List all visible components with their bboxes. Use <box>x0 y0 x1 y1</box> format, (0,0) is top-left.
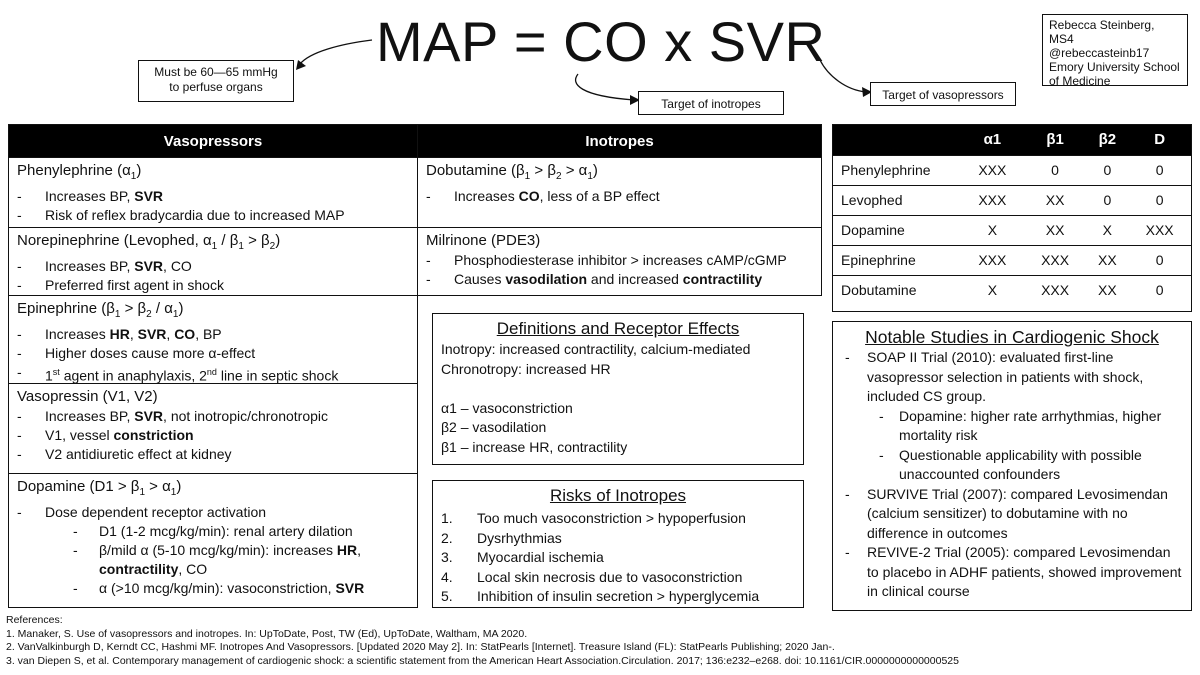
reference-item: 3. van Diepen S, et al. Contemporary management of cardiogenic shock: a scientific statement from the American Heart Association.Circulation. 2017; 136:e232–e268. doi: 10.1161/CIR.0000000000000525 <box>6 654 959 667</box>
table-cell: 0 <box>1128 155 1191 185</box>
column-header <box>833 125 961 155</box>
dobutamine-section <box>418 157 821 227</box>
risks-list <box>441 509 795 607</box>
list-item: 2. Dysrhythmias <box>441 529 562 546</box>
list-item: - V2 antidiuretic effect at kidney <box>17 445 411 464</box>
list-item: - 1st agent in anaphylaxis, 2nd line in septic shock <box>17 363 411 386</box>
table-header-row <box>833 125 1191 155</box>
table-cell: XXX <box>1024 275 1087 305</box>
risks-box <box>432 480 804 608</box>
table-cell: XXX <box>961 155 1024 185</box>
table-cell: 0 <box>1128 275 1191 305</box>
author-name: Rebecca Steinberg, MS4 <box>1049 18 1155 46</box>
list-item: - Phosphodiesterase inhibitor > increases cAMP/cGMP <box>426 251 815 270</box>
vasopressors-header: Vasopressors <box>9 125 417 157</box>
studies-list <box>839 348 1185 602</box>
table-row <box>833 215 1191 245</box>
definitions-line: Chronotropy: increased HR <box>441 360 611 377</box>
column-header: β2 <box>1086 125 1128 155</box>
vasopressors-panel <box>8 124 418 608</box>
table-cell: Phenylephrine <box>833 155 961 185</box>
milrinone-section <box>418 227 821 295</box>
column-header: D <box>1128 125 1191 155</box>
reference-item: 2. VanValkinburgh D, Kerndt CC, Hashmi MF. Inotropes And Vasopressors. [Updated 2020 May 2]. In: StatPearls [Internet]. Treasure Island (FL): StatPearls Publishing; 2020 Jan-. <box>6 641 835 653</box>
studies-title: Notable Studies in Cardiogenic Shock <box>865 327 1159 347</box>
list-item: - α (>10 mcg/kg/min): vasoconstriction, SVR <box>73 579 411 598</box>
list-item: - REVIVE-2 Trial (2005): compared Levosimendan to placebo in ADHF patients, showed improvement in clinical course <box>839 543 1185 602</box>
list-item: - D1 (1-2 mcg/kg/min): renal artery dilation <box>73 522 411 541</box>
definitions-line: Inotropy: increased contractility, calcium-mediated <box>441 341 751 357</box>
vasopressin-section <box>9 383 417 473</box>
list-item: 5. Inhibition of insulin secretion > hyperglycemia <box>441 588 760 604</box>
co-note-text: Target of inotropes <box>661 97 761 111</box>
svr-note-text: Target of vasopressors <box>882 88 1004 102</box>
reference-item: 1. Manaker, S. Use of vasopressors and inotropes. In: UpToDate, Post, TW (Ed), UpToDate, Waltham, MA 2020. <box>6 627 528 640</box>
norepinephrine-title: Norepinephrine (Levophed, $\alpha_1 / \beta_1 > \beta_2$) <box>17 232 281 252</box>
table-cell: Dobutamine <box>833 275 961 305</box>
map-note-text: Must be 60—65 mmHg to perfuse organs <box>154 65 278 94</box>
table-cell: 0 <box>1024 155 1087 185</box>
formula-title: MAP = CO x SVR <box>376 10 826 73</box>
definitions-line: β1 – increase HR, contractility <box>441 438 628 455</box>
author-school: Emory University School <box>1049 60 1180 74</box>
list-item: - Higher doses cause more α-effect <box>17 344 411 363</box>
vasopressin-title: Vasopressin (V1, V2) <box>17 388 158 405</box>
epinephrine-title: Epinephrine $(\beta_1 > \beta_2 / \alpha_1)$ <box>17 300 184 320</box>
co-note-box <box>638 91 784 115</box>
table-cell: XXX <box>961 185 1024 215</box>
list-item: - Causes vasodilation and increased contractility <box>426 270 815 289</box>
list-item: - Increases BP, SVR, CO <box>17 257 411 276</box>
table-cell: XX <box>1086 245 1128 275</box>
table-cell: 0 <box>1128 245 1191 275</box>
list-item: - Increases BP, SVR, not inotropic/chronotropic <box>17 407 411 426</box>
list-item: - Increases HR, SVR, CO, BP <box>17 325 411 344</box>
table-cell: X <box>961 215 1024 245</box>
table-cell: 0 <box>1128 185 1191 215</box>
list-item: - Risk of reflex bradycardia due to increased MAP <box>17 206 411 225</box>
studies-box <box>832 321 1192 611</box>
table-cell: Epinephrine <box>833 245 961 275</box>
map-note-box <box>138 60 294 102</box>
table-cell: X <box>961 275 1024 305</box>
list-item: 4. Local skin necrosis due to vasoconstriction <box>441 568 743 585</box>
author-school-2: of Medicine <box>1049 74 1111 88</box>
list-item: - Dopamine: higher rate arrhythmias, higher mortality risk <box>839 407 1185 446</box>
table-cell: XXX <box>1128 215 1191 245</box>
inotropes-panel <box>417 124 822 296</box>
table-cell: XXX <box>1024 245 1087 275</box>
definitions-line: β2 – vasodilation <box>441 419 547 435</box>
list-item: 1. Too much vasoconstriction > hypoperfusion <box>441 510 746 526</box>
list-item: - SOAP II Trial (2010): evaluated first-line vasopressor selection in patients with shock, included CS group. <box>839 348 1185 407</box>
dopamine-title: Dopamine $(D1 > \beta_1 > \alpha_1)$ <box>17 478 182 498</box>
column-header: β1 <box>1024 125 1087 155</box>
list-item: - Increases BP, SVR <box>17 187 411 206</box>
table-cell: X <box>1086 215 1128 245</box>
table-cell: XX <box>1024 185 1087 215</box>
inotropes-header: Inotropes <box>418 125 821 157</box>
receptor-table-box <box>832 124 1192 312</box>
dobutamine-title: Dobutamine $(\beta_1 > \beta_2 > \alpha_1)$ <box>426 162 598 182</box>
milrinone-title: Milrinone (PDE3) <box>426 232 541 249</box>
table-row <box>833 245 1191 275</box>
table-cell: XX <box>1024 215 1087 245</box>
list-item: - Increases CO, less of a BP effect <box>426 187 815 206</box>
list-item: - SURVIVE Trial (2007): compared Levosimendan (calcium sensitizer) to dobutamine with no difference in outcomes <box>839 485 1185 544</box>
dopamine-section <box>9 473 417 607</box>
list-item: - V1, vessel constriction <box>17 426 411 445</box>
svr-note-box <box>870 82 1016 106</box>
table-row <box>833 155 1191 185</box>
phenylephrine-title: Phenylephrine $(\alpha_1)$ <box>17 162 142 182</box>
definitions-line: α1 – vasoconstriction <box>441 399 573 416</box>
list-item: - Preferred first agent in shock <box>17 276 411 295</box>
definitions-box <box>432 313 804 465</box>
list-item: - Dose dependent receptor activation - D1 (1-2 mcg/kg/min): renal artery dilation - β/mild α (5-10 mcg/kg/min): increases HR, contractility, CO - α (>10 mcg/kg/min): vasoconstriction, SVR <box>17 503 411 598</box>
references <box>6 614 1194 668</box>
table-cell: 0 <box>1086 185 1128 215</box>
table-cell: XX <box>1086 275 1128 305</box>
column-header: α1 <box>961 125 1024 155</box>
definitions-title: Definitions and Receptor Effects <box>496 319 740 338</box>
table-row <box>833 185 1191 215</box>
table-cell: Levophed <box>833 185 961 215</box>
table-cell: XXX <box>961 245 1024 275</box>
references-title: References: <box>6 614 63 626</box>
definitions-line <box>441 379 795 399</box>
table-cell: 0 <box>1086 155 1128 185</box>
norepinephrine-section <box>9 227 417 295</box>
list-item: 3. Myocardial ischemia <box>441 549 604 565</box>
table-row <box>833 275 1191 305</box>
author-handle: @rebeccasteinb17 <box>1049 46 1150 60</box>
table-cell: Dopamine <box>833 215 961 245</box>
list-item: - β/mild α (5-10 mcg/kg/min): increases HR, contractility, CO <box>73 541 411 579</box>
receptor-table <box>833 125 1191 305</box>
list-item: - Questionable applicability with possible unaccounted confounders <box>839 446 1185 485</box>
epinephrine-section <box>9 295 417 383</box>
risks-title: Risks of Inotropes <box>549 486 687 505</box>
author-box <box>1042 14 1188 86</box>
phenylephrine-section <box>9 157 417 227</box>
